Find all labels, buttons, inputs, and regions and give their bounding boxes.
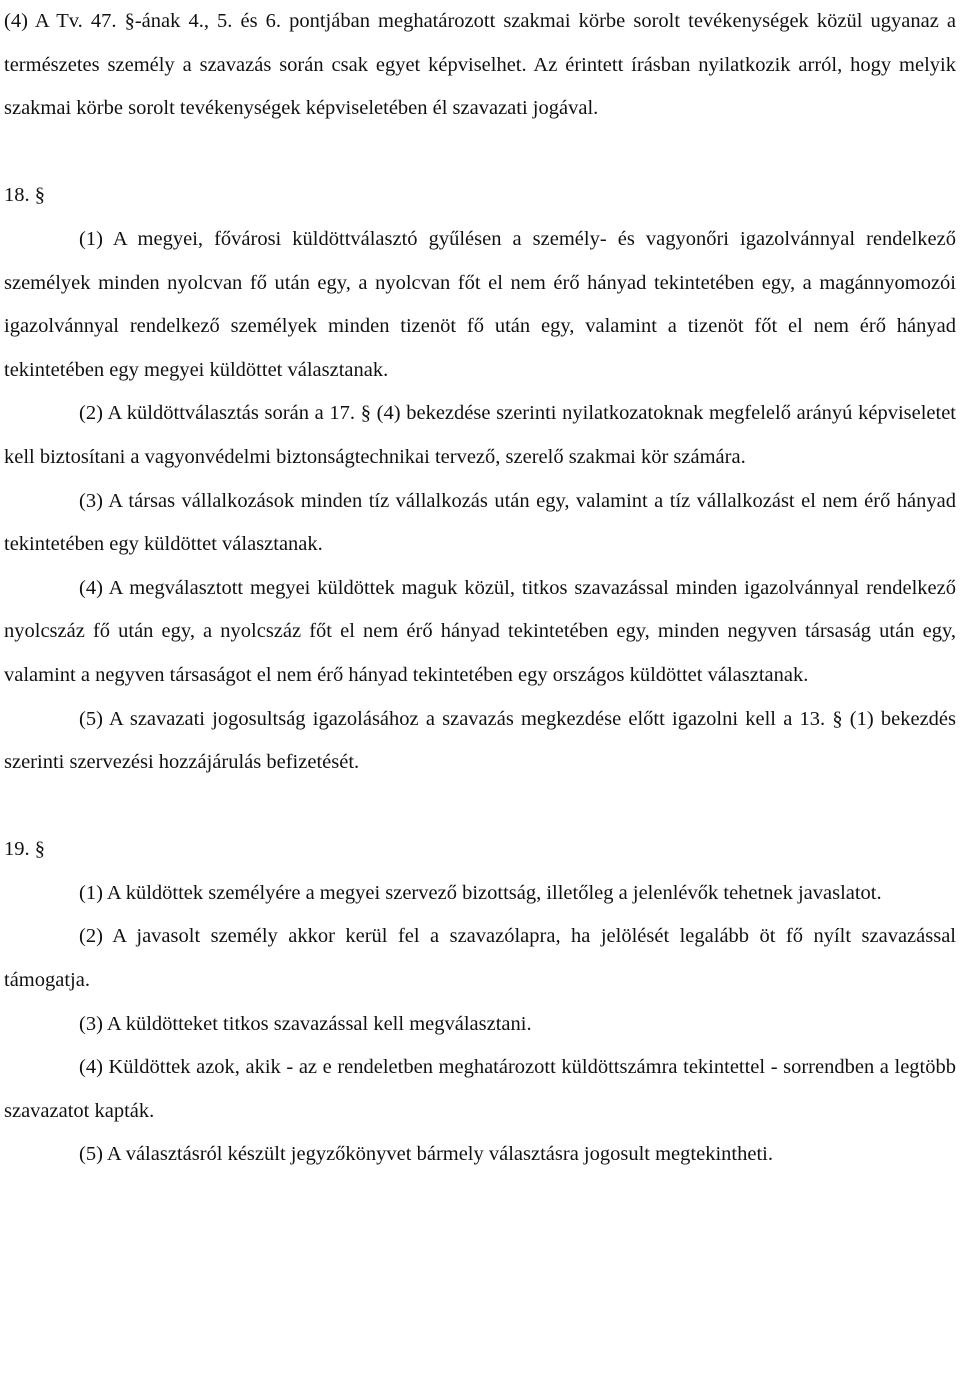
paragraph-18-4: (4) A megválasztott megyei küldöttek maguk közül, titkos szavazással minden igazolvánnyal rendelkező nyolcszáz fő után egy, a nyolcszáz főt el nem érő hányad tekintetében egy, minden negyven társaság után egy, valamint a negyven társaságot el nem érő hányad tekintetében egy országos küldöttet választanak. (4, 576, 956, 686)
paragraph-18-3: (3) A társas vállalkozások minden tíz vállalkozás után egy, valamint a tíz vállalkozást el nem érő hányad tekintetében egy küldöttet választanak. (4, 489, 956, 556)
paragraph-18-1: (1) A megyei, fővárosi küldöttválasztó gyűlésen a személy- és vagyonőri igazolvánnyal rendelkező személyek minden nyolcvan fő után egy, a nyolcvan főt el nem érő hányad tekintetében egy, a magánnyomozói igazolvánnyal rendelkező személyek minden tizenöt fő után egy, valamint a tizenöt főt el nem érő hányad tekintetében egy megyei küldöttet választanak. (4, 227, 956, 381)
paragraph-19-1: (1) A küldöttek személyére a megyei szervező bizottság, illetőleg a jelenlévők tehetnek javaslatot. (79, 881, 882, 904)
section-heading-19: 19. § (4, 838, 45, 861)
paragraph-19-3: (3) A küldötteket titkos szavazással kell megválasztani. (79, 1012, 532, 1035)
paragraph-intro-4: (4) A Tv. 47. §-ának 4., 5. és 6. pontjában meghatározott szakmai körbe sorolt tevékenységek közül ugyanaz a természetes személy a szavazás során csak egyet képviselhet. Az érintett írásban nyilatkozik arról, hogy melyik szakmai körbe sorolt tevékenységek képviseletében él szavazati jogával. (4, 10, 956, 120)
section-heading-18: 18. § (4, 184, 45, 207)
paragraph-19-5: (5) A választásról készült jegyzőkönyvet bármely választásra jogosult megtekintheti. (79, 1143, 773, 1166)
paragraph-18-5: (5) A szavazati jogosultság igazolásához a szavazás megkezdése előtt igazolni kell a 13. § (1) bekezdés szerinti szervezési hozzájárulás befizetését. (4, 707, 956, 774)
paragraph-19-2: (2) A javasolt személy akkor kerül fel a szavazólapra, ha jelölését legalább öt fő nyílt szavazással támogatja. (4, 925, 956, 992)
paragraph-18-2: (2) A küldöttválasztás során a 17. § (4) bekezdése szerinti nyilatkozatoknak megfelelő arányú képviseletet kell biztosítani a vagyonvédelmi biztonságtechnikai tervező, szerelő szakmai kör számára. (4, 402, 956, 468)
paragraph-19-4: (4) Küldöttek azok, akik - az e rendeletben meghatározott küldöttszámra tekintettel - sorrendben a legtöbb szavazatot kapták. (4, 1056, 956, 1122)
document-page (4, 0, 956, 1177)
